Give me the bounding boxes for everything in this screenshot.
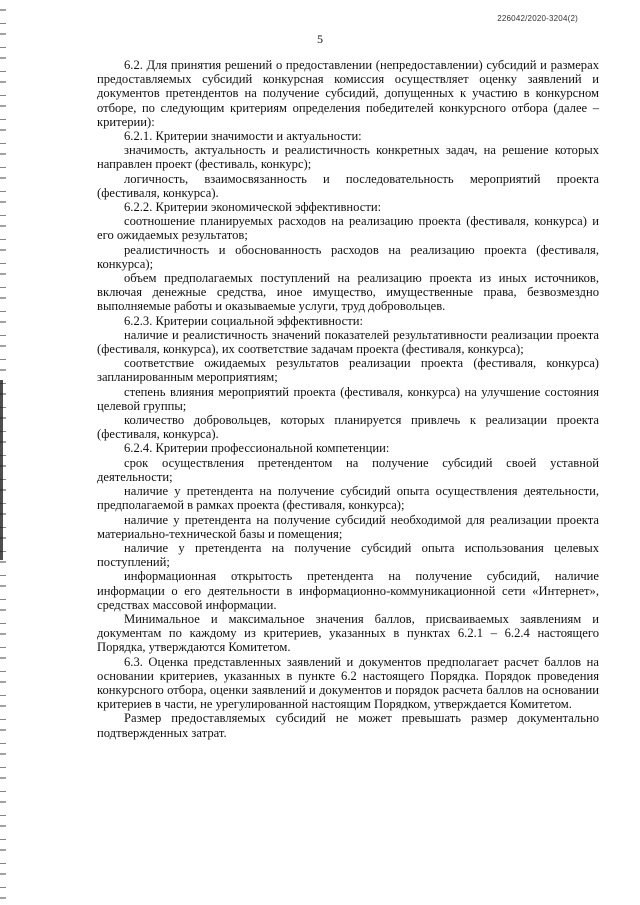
paragraph: 6.2.2. Критерии экономической эффективности: xyxy=(124,200,382,215)
scan-edge-mark xyxy=(0,380,3,560)
paragraph: срок осуществления претендентом на получение субсидий своей уставной деятельности; xyxy=(97,455,599,484)
paragraph: степень влияния мероприятий проекта (фестиваля, конкурса) на улучшение состояния целевой группы; xyxy=(97,384,599,413)
paragraph: логичность, взаимосвязанность и последовательность мероприятий проекта (фестиваля, конкурса). xyxy=(97,171,599,200)
paragraph: объем предполагаемых поступлений на реализацию проекта из иных источников, включая денежные средства, иное имущество, имущественные права, безвозмездно выполняемые работы и оказываемые услуги, труд добровольцев. xyxy=(97,271,599,314)
paragraph: значимость, актуальность и реалистичность конкретных задач, на решение которых направлен проект (фестиваль, конкурс); xyxy=(97,143,599,172)
paragraph: количество добровольцев, которых планируется привлечь к реализации проекта (фестиваля, конкурса). xyxy=(97,413,599,442)
paragraph: Минимальное и максимальное значения баллов, присваиваемых заявлениям и документам по каждому из критериев, указанных в пунктах 6.2.1 – 6.2.4 настоящего Порядка, утверждаются Комитетом. xyxy=(97,611,599,655)
paragraph: 6.2.1. Критерии значимости и актуальности: xyxy=(124,129,362,144)
paragraph: 6.3. Оценка представленных заявлений и документов предполагает расчет баллов на основании критериев, указанных в пункте 6.2 настоящего Порядка. Порядок проведения конкурсного отбора, оценки заявлений и документов и порядок расчета баллов на основании критериев в части, не урегулированной настоящим Порядком, утверждается Комитетом. xyxy=(97,654,599,712)
paragraph: наличие у претендента на получение субсидий опыта осуществления деятельности, предполагаемой в рамках проекта (фестиваля, конкурса); xyxy=(97,484,599,513)
paragraph: соответствие ожидаемых результатов реализации проекта (фестиваля, конкурса) запланированным мероприятиям; xyxy=(97,356,599,385)
paragraph: соотношение планируемых расходов на реализацию проекта (фестиваля, конкурса) и его ожидаемых результатов; xyxy=(97,214,599,243)
document-id: 226042/2020-3204(2) xyxy=(497,14,578,23)
paragraph: 6.2. Для принятия решений о предоставлении (непредоставлении) субсидий и размерах предоставляемых субсидий конкурсная комиссия осуществляет оценку заявлений и документов претендентов на получение субсидий, допущенных к участию в конкурсном отборе, по следующим критериям определения победителей конкурсного отбора (далее – критерии): xyxy=(97,58,599,129)
paragraph: 6.2.3. Критерии социальной эффективности: xyxy=(124,313,363,328)
paragraph: 6.2.4. Критерии профессиональной компетенции: xyxy=(124,441,390,456)
paragraph: наличие и реалистичность значений показателей результативности реализации проекта (фестиваля, конкурса), их соответствие задачам проекта (фестиваля, конкурса); xyxy=(97,327,599,357)
paragraph: наличие у претендента на получение субсидий опыта использования целевых поступлений; xyxy=(97,540,599,570)
paragraph: наличие у претендента на получение субсидий необходимой для реализации проекта материально-технической базы и помещения; xyxy=(97,512,599,541)
paragraph: реалистичность и обоснованность расходов на реализацию проекта (фестиваля, конкурса); xyxy=(97,242,599,271)
document-body xyxy=(97,58,599,740)
paragraph: Размер предоставляемых субсидий не может превышать размер документально подтвержденных затрат. xyxy=(97,711,599,740)
page-number: 5 xyxy=(317,32,323,46)
paragraph: информационная открытость претендента на получение субсидий, наличие информации о его деятельности в информационно-коммуникационной сети «Интернет», средствах массовой информации. xyxy=(97,569,599,612)
